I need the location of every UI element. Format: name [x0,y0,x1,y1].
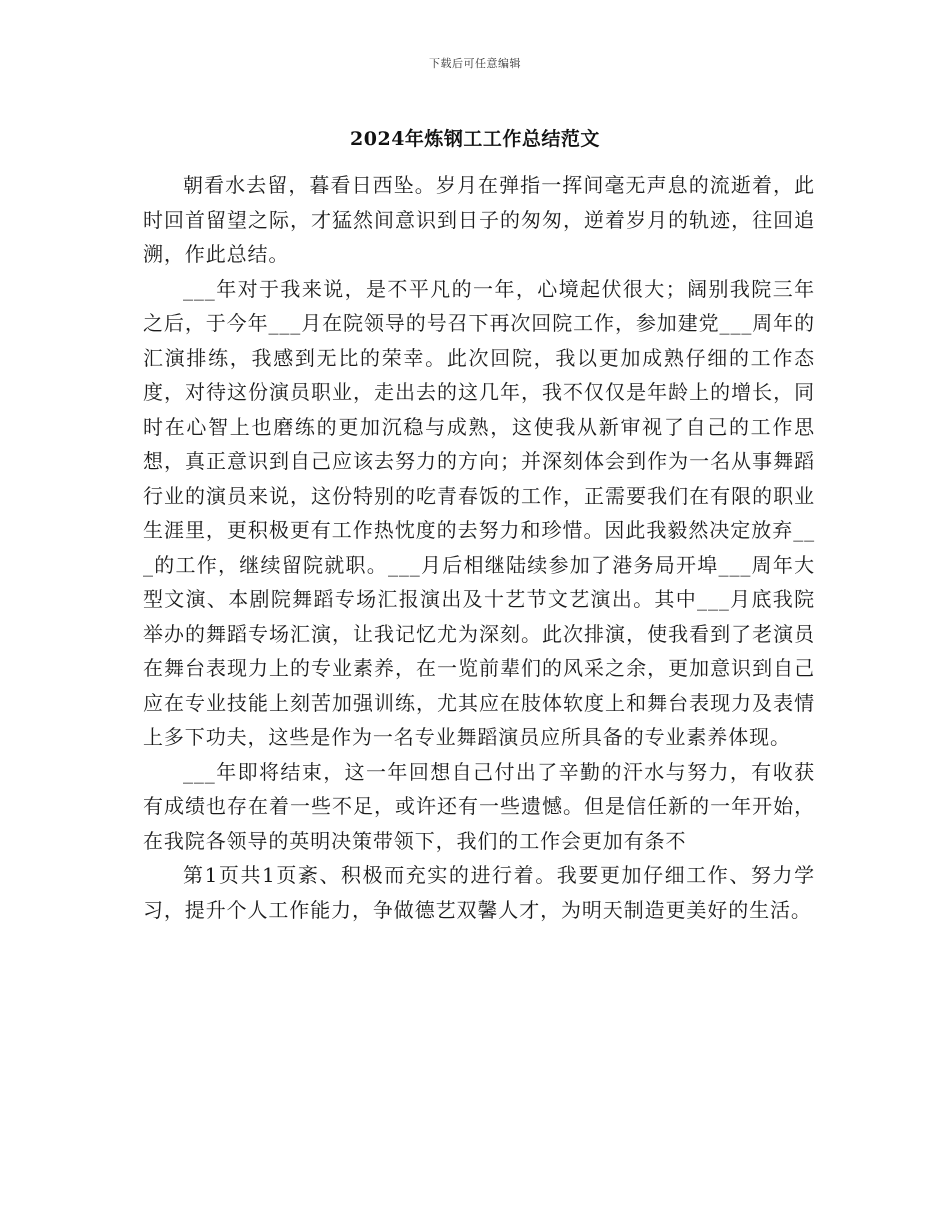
document-title: 2024年炼钢工工作总结范文 [350,128,600,150]
paragraph-intro: 朝看水去留，暮看日西坠。岁月在弹指一挥间毫无声息的流逝着，此时回首留望之际，才猛然间意识到日子的匆匆，逆着岁月的轨迹，往回追溯，作此总结。 [143,173,815,266]
paragraph-closing: 第1页共1页紊、积极而充实的进行着。我要更加仔细工作、努力学习，提升个人工作能力，争做德艺双馨人才，为明天制造更美好的生活。 [143,863,815,922]
document-body [143,168,815,927]
header-note: 下载后可任意编辑 [429,57,521,70]
paragraph-year-end: ___年即将结束，这一年回想自己付出了辛勤的汗水与努力，有收获有成绩也存在着一些不足，或许还有一些遗憾。但是信任新的一年开始，在我院各领导的英明决策带领下，我们的工作会更加有条不 [143,759,815,853]
paragraph-main: ___年对于我来说，是不平凡的一年，心境起伏很大；阔别我院三年之后，于今年___月在院领导的号召下再次回院工作，参加建党___周年的汇演排练，我感到无比的荣幸。此次回院，我以更加成熟仔细的工作态度，对待这份演员职业，走出去的这几年，我不仅仅是年龄上的增长，同时在心智上也磨练的更加沉稳与成熟，这使我从新审视了自己的工作思想，真正意识到自己应该去努力的方向；并深刻体会到作为一名从事舞蹈行业的演员来说，这份特别的吃青春饭的工作，正需要我们在有限的职业生涯里，更积极更有工作热忱度的去努力和珍惜。因此我毅然决定放弃___的工作，继续留院就职。___月后相继陆续参加了港务局开埠___周年大型文演、本剧院舞蹈专场汇报演出及十艺节文艺演出。其中___月底我院举办的舞蹈专场汇演，让我记忆尤为深刻。此次排演，使我看到了老演员在舞台表现力上的专业素养，在一览前辈们的风采之余，更加意识到自己应在专业技能上刻苦加强训练，尤其应在肢体软度上和舞台表现力及表情上多下功夫，这些是作为一名专业舞蹈演员应所具备的专业素养体现。 [143,276,815,749]
